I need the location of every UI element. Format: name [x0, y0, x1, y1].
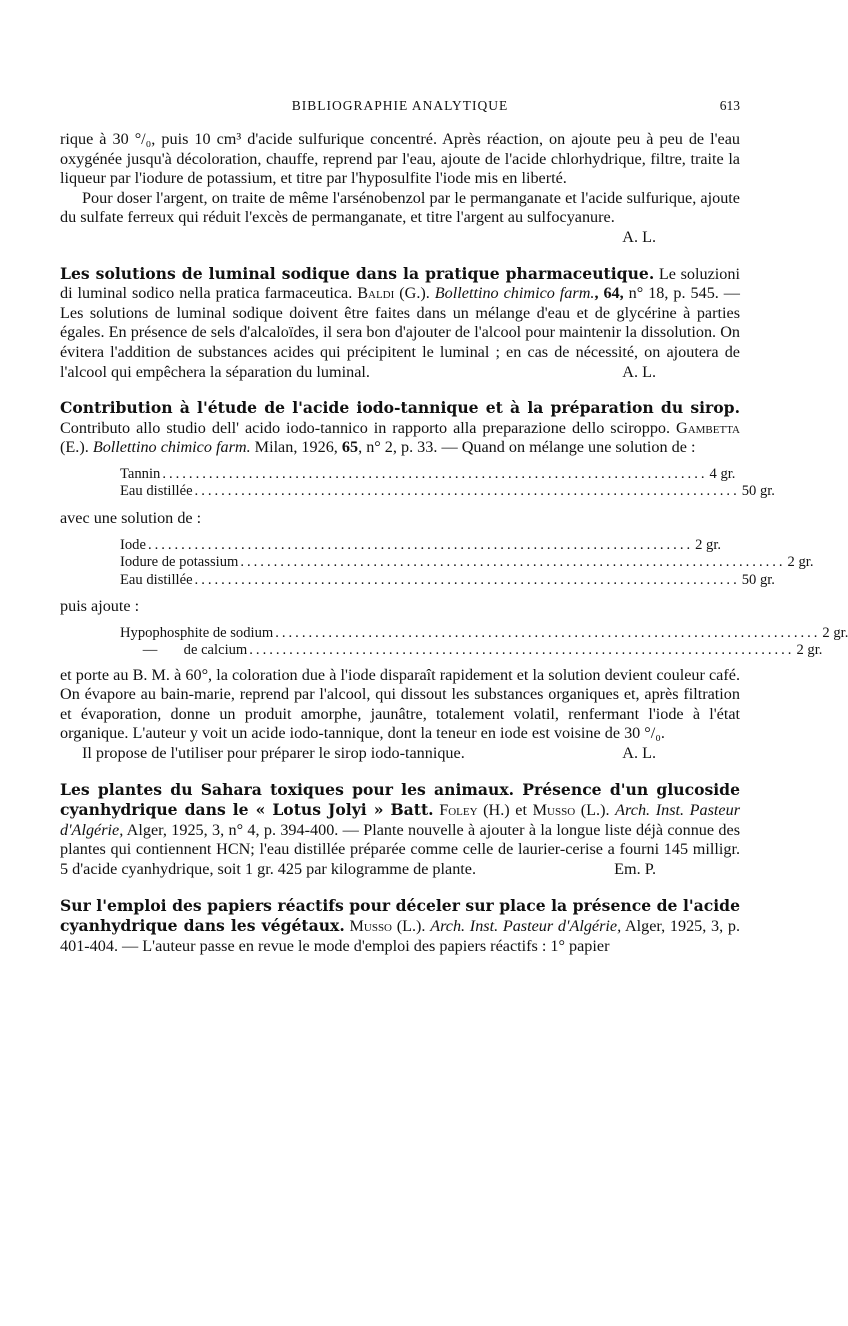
ingredient-name-text: de calcium: [183, 642, 248, 659]
recipe-table-2: [120, 536, 814, 590]
ingredient-qty: 50 gr.: [741, 571, 775, 588]
article-title: Les plantes du Sahara toxiques pour les animaux. Présence d'un glucoside cyanhydrique dans le « Lotus Jolyi » Batt.: [60, 779, 740, 820]
leader-dots: ..................................................................................: [194, 483, 740, 500]
leader-dots: ..................................................................................: [240, 554, 786, 570]
recipe-row: [120, 536, 722, 555]
article-body-2-text: Il propose de l'utiliser pour préparer le sirop iodo-tannique.: [82, 743, 465, 762]
recipe-row: [120, 465, 736, 484]
article-papiers: [60, 896, 740, 957]
author-initial: (E.).: [60, 438, 93, 457]
journal-name: Arch. Inst. Pasteur d'Algérie,: [60, 801, 741, 839]
article-title: Contribution à l'étude de l'acide iodo-tannique et à la préparation du sirop.: [60, 398, 740, 418]
ingredient-name: Hypophosphite de sodium: [120, 624, 274, 641]
ingredient-name: Tannin: [120, 465, 161, 482]
citation: n° 18, p. 545. —: [628, 284, 740, 303]
author-initial: (G.).: [394, 284, 435, 303]
document-page: [60, 98, 848, 956]
intro-paragraph: rique à 30 °/₀, puis 10 cm³ d'acide sulfurique concentré. Après réaction, on ajoute peu à peu de l'eau oxygénée jusqu'à décoloration, chauffe, reprend par l'eau, ajoute de l'acide chlorhydrique, filtre, traite la liqueur par l'iodure de potassium, et titre par l'hyposulfite l'iode mis en liberté.: [60, 130, 740, 188]
ingredient-name: Iode: [120, 536, 146, 553]
volume: 65: [341, 438, 359, 457]
recipe-table-1: [120, 465, 775, 501]
ingredient-qty: 2 gr.: [787, 554, 814, 570]
article-iodotannique: [60, 398, 848, 763]
table-label: avec une solution de :: [60, 508, 202, 527]
ingredient-qty: 2 gr.: [796, 642, 823, 659]
article-body: Plante nouvelle à ajouter à la longue liste déjà connue des plantes qui contiennent HCN; l'eau distillée préparée comme celle de laurier-cerise a fourni 145 milligr. 5 d'acide cyanhydrique, soit 1 gr. 425 par kilogramme de plante.: [60, 820, 740, 878]
leader-dots: ..................................................................................: [162, 465, 708, 482]
ingredient-qty: 2 gr.: [695, 536, 722, 553]
recipe-table-3: [120, 624, 848, 660]
author-name: Baldi: [357, 284, 395, 303]
ditto-dash: —: [142, 642, 158, 659]
article-subtitle: Contributo allo studio dell' acido iodo-tannico in rapporto alla preparazione dello sciroppo.: [60, 418, 677, 437]
signature: A. L.: [622, 743, 656, 762]
ingredient-name: Eau distillée: [120, 483, 193, 500]
author-initial: (L.).: [392, 917, 431, 936]
article-title: Les solutions de luminal sodique dans la pratique pharmaceutique.: [60, 263, 655, 283]
recipe-row: [120, 642, 823, 660]
body-intro: Quand on mélange une solution de :: [461, 438, 696, 457]
journal-name: Arch. Inst. Pasteur d'Algérie,: [430, 917, 622, 936]
author-name-2: Musso: [532, 801, 576, 820]
article-subtitle: Le soluzioni di luminal sodico nella pratica farmaceutica.: [60, 264, 740, 303]
article-body: L'auteur passe en revue le mode d'emploi des papiers réactifs : 1° papier: [142, 936, 610, 955]
article-title: Sur l'emploi des papiers réactifs pour déceler sur place la présence de l'acide cyanhydrique dans les végétaux.: [60, 895, 740, 936]
journal-name: Bollettino chimico farm.: [434, 284, 595, 303]
author-initial-2: (L.).: [575, 801, 616, 820]
table-label: puis ajoute :: [60, 597, 140, 615]
ingredient-name: Iodure de potassium: [120, 554, 239, 570]
place: Milan, 1926,: [250, 438, 342, 457]
recipe-row: [120, 554, 814, 572]
author-initial: (H.) et: [477, 801, 533, 820]
citation: , n° 2, p. 33. —: [358, 438, 462, 457]
leader-dots: ..................................................................................: [194, 571, 740, 588]
author-name: Foley: [439, 801, 478, 820]
article-body: Les solutions de luminal sodique doivent être faites dans un mélange d'eau et de glycérine à parties égales. En présence de sels d'alcaloïdes, il sera bon d'ajouter de l'alcool pour maintenir la dissolution. On évitera l'addition de substances acides qui précipitent le luminal ; en cas de nécessité, on ajoutera de l'alcool qui empêchera la séparation du luminal.: [60, 303, 740, 381]
signature: Em. P.: [614, 859, 656, 878]
running-title: BIBLIOGRAPHIE ANALYTIQUE: [291, 98, 509, 113]
citation: Alger, 1925, 3, n° 4, p. 394-400. —: [123, 820, 364, 839]
citation: Alger, 1925, 3, p. 401-404. —: [60, 917, 741, 955]
leader-dots: ..................................................................................: [275, 624, 821, 641]
intro-paragraph-2-text: Pour doser l'argent, on traite de même l'arsénobenzol par le permanganate et l'acide sulfurique, ajoute du sulfate ferreux qui réduit l'excès de permanganate, et titre l'argent au sulfocyanure.: [60, 188, 740, 227]
recipe-row: [120, 483, 775, 501]
signature: A. L.: [622, 362, 656, 381]
ingredient-qty: 50 gr.: [741, 483, 775, 500]
signature: A. L.: [622, 227, 656, 246]
journal-name: Bollettino chimico farm.: [92, 438, 251, 457]
leader-dots: ..................................................................................: [249, 642, 795, 659]
author-name: Musso: [349, 917, 393, 936]
intro-paragraph-2: [60, 189, 740, 248]
page-number: 613: [719, 98, 740, 113]
article-body: et porte au B. M. à 60°, la coloration due à l'iode disparaît rapidement et la solution devient couleur café. On évapore au bain-marie, reprend par l'alcool, qui dissout les substances organiques et, après filtration et évaporation, donne un produit amorphe, jaunâtre, totalement volatil, renfermant l'iode à l'état organique. L'auteur y voit un acide iodo-tannique, dont la teneur en iode est voisine de 30 °/₀.: [60, 665, 740, 743]
article-body-2: [60, 744, 740, 764]
recipe-row: [120, 624, 848, 643]
running-header: [60, 98, 740, 120]
ingredient-qty: 2 gr.: [822, 624, 848, 641]
ingredient-name: Eau distillée: [120, 571, 193, 588]
article-luminal: [60, 264, 740, 383]
author-name: Gambetta: [676, 418, 740, 437]
leader-dots: ..................................................................................: [147, 536, 694, 553]
recipe-row: [120, 571, 775, 590]
volume: , 64,: [594, 284, 629, 303]
ingredient-qty: 4 gr.: [709, 465, 736, 482]
ingredient-name: [120, 642, 247, 660]
article-sahara: [60, 780, 740, 880]
